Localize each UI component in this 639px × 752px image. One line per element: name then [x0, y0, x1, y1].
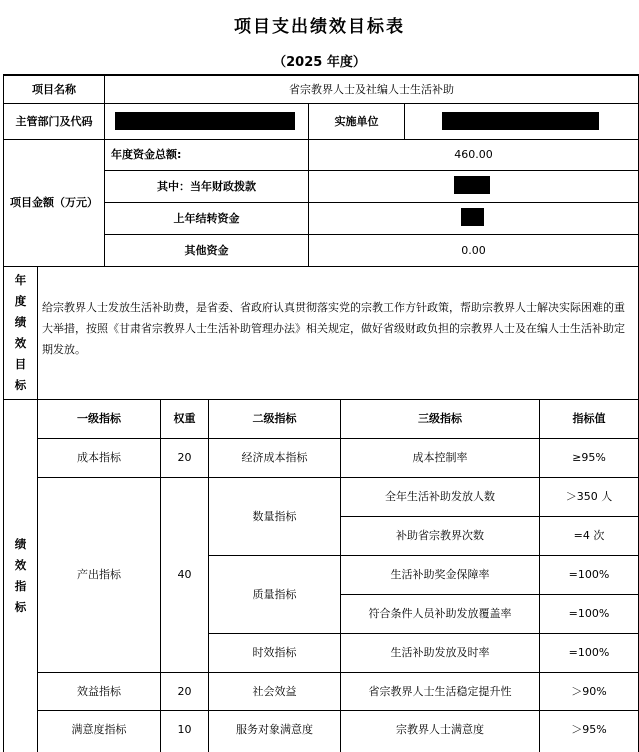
indicator-value: ＞90%	[571, 684, 607, 698]
header-weight: 权重	[173, 412, 196, 425]
indicator-value: ＞350 人	[565, 490, 613, 503]
redacted-dept-code	[115, 112, 295, 130]
indicator-value: =100%	[568, 568, 610, 581]
page-title: 项目支出绩效目标表	[234, 17, 405, 37]
weight-output: 40	[177, 568, 192, 581]
level2-quality: 质量指标	[252, 587, 297, 601]
annual-goal-text: 给宗教界人士发放生活补助费，是省委、省政府认真贯彻落实党的宗教工作方针政策，帮助宗教界人士解决实际困难的重大举措，按照《甘肃省宗教界人士生活补助管理办法》相关规定，做好省级财政负担的宗教界人士及在编人士生活补助定期发放。	[42, 301, 625, 356]
indicators-side-label: 绩 效 指 标	[14, 537, 27, 614]
level3-item: 全年生活补助发放人数	[385, 490, 495, 503]
level1-satisfaction: 满意度指标	[71, 723, 127, 736]
total-funds-value: 460.00	[454, 148, 493, 161]
header-level2: 二级指标	[252, 412, 297, 425]
level3-item: 生活补助奖金保障率	[390, 568, 490, 581]
redacted-carryover-value	[461, 208, 484, 226]
project-name-label: 项目名称	[32, 82, 76, 96]
other-funds-label: 其他资金	[184, 243, 229, 257]
level3-item: 符合条件人员补助发放覆盖率	[368, 607, 512, 620]
weight-satisfaction: 10	[177, 723, 192, 736]
year-label: （2025 年度）	[273, 55, 366, 70]
level2-service-satisfaction: 服务对象满意度	[236, 723, 313, 736]
header-level3: 三级指标	[418, 412, 462, 425]
header-value: 指标值	[572, 412, 606, 425]
level2-timeliness: 时效指标	[252, 646, 297, 659]
indicator-value: =100%	[568, 607, 610, 620]
weight-benefit: 20	[177, 684, 192, 698]
annual-goal-label: 年 度 绩 效 目 标	[14, 273, 27, 392]
level1-output: 产出指标	[77, 568, 121, 581]
weight-cost: 20	[177, 451, 192, 464]
redacted-impl-unit	[442, 112, 599, 130]
level1-cost: 成本指标	[77, 451, 121, 464]
header-level1: 一级指标	[77, 412, 121, 425]
project-name-value: 省宗教界人士及社编人士生活补助	[289, 82, 454, 96]
level3-item: 生活补助发放及时率	[390, 646, 490, 659]
level2-quantity: 数量指标	[252, 509, 297, 523]
level1-benefit: 效益指标	[77, 684, 121, 698]
level3-item: 宗教界人士满意度	[396, 723, 484, 736]
dept-label: 主管部门及代码	[15, 114, 93, 128]
redacted-fiscal-value	[454, 176, 490, 194]
carryover-label: 上年结转资金	[173, 211, 240, 225]
indicator-value: =100%	[568, 646, 610, 659]
total-funds-label: 年度资金总额:	[111, 148, 182, 161]
level2-economic-cost: 经济成本指标	[241, 451, 308, 464]
level3-item: 补助省宗教界次数	[396, 529, 484, 542]
level2-social-benefit: 社会效益	[252, 684, 297, 698]
impl-unit-label: 实施单位	[334, 114, 379, 128]
amount-label: 项目金额（万元）	[10, 196, 98, 209]
indicator-value: ＞95%	[571, 723, 607, 736]
other-funds-value: 0.00	[461, 243, 486, 257]
level3-item: 省宗教界人士生活稳定提升性	[368, 684, 512, 698]
fiscal-label: 其中：当年财政拨款	[157, 179, 256, 193]
indicator-value: =4 次	[573, 529, 605, 542]
indicator-value: ≥95%	[572, 451, 606, 464]
level3-item: 成本控制率	[412, 451, 468, 464]
